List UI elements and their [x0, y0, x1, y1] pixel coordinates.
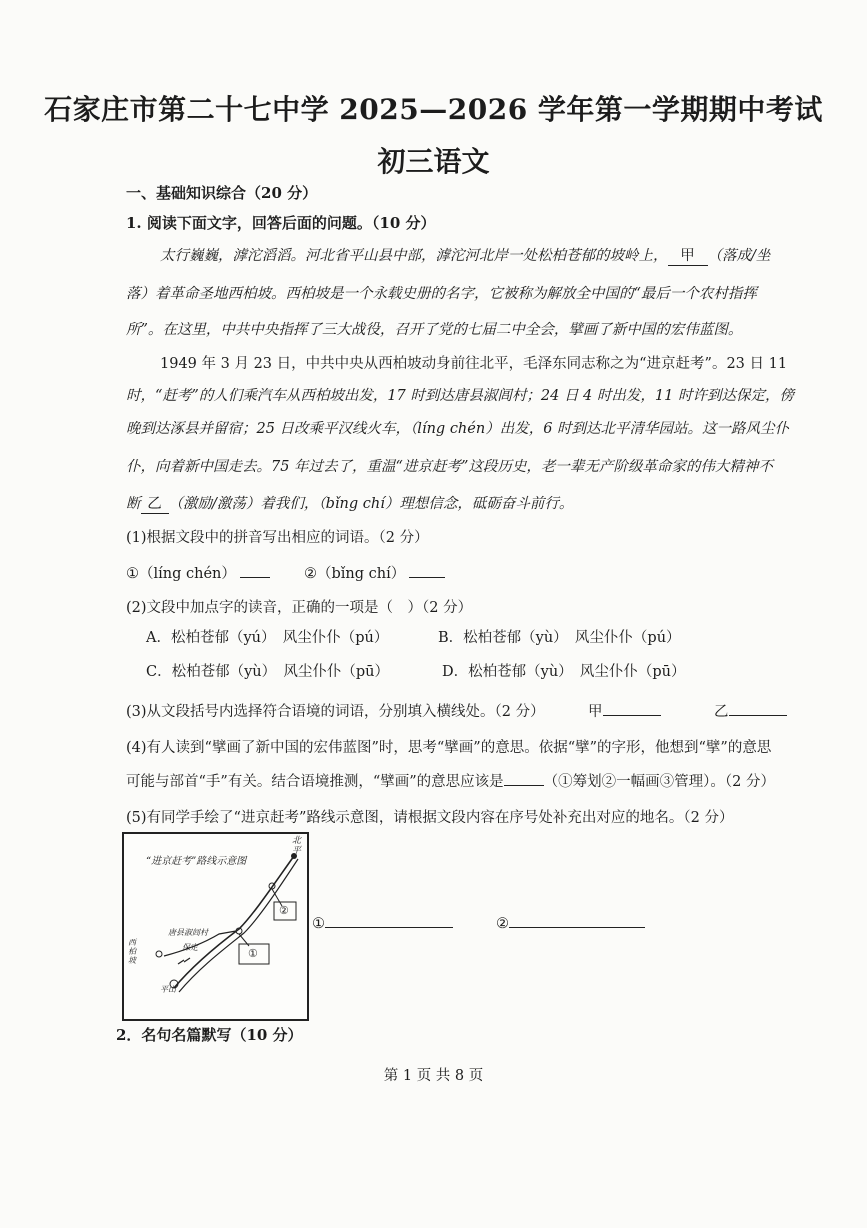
route-line-edge [179, 859, 298, 992]
option-c[interactable]: C．松柏苍郁（yù） 风尘仆仆（pū） [146, 664, 389, 680]
passage-line-4: 1949 年 3 月 23 日，中共中央从西柏坡动身前往北平，毛泽东同志称之为“进京赶考”。23 日 11 [160, 356, 788, 372]
sub-question-4-line-2: 可能与部首“手”有关。结合语境推测，“擘画”的意思应该是 （①筹划②一幅画③管理）。（2 分） [126, 774, 775, 790]
sub-question-3: (3)从文段括号内选择符合语境的词语，分别填入横线处。（2 分） [126, 704, 545, 720]
label-pingshan: 平山 [160, 985, 176, 994]
xibaipo-point [156, 951, 162, 957]
option-a[interactable]: A．松柏苍郁（yú） 风尘仆仆（pú） [146, 630, 389, 646]
map-answer-2: ② [496, 916, 645, 932]
label-beiping: 北平 [292, 836, 302, 856]
sub-question-4-line-1: (4)有人读到“擘画了新中国的宏伟蓝图”时，思考“擘画”的意思。依据“擘”的字形，他想到“擘”的意思 [126, 740, 772, 756]
shuliucun-marks [178, 958, 190, 964]
map-title: “进京赶考”路线示意图 [146, 856, 247, 867]
sub-question-5: (5)有同学手绘了“进京赶考”路线示意图，请根据文段内容在序号处补充出对应的地名。（2 分） [126, 810, 734, 826]
box-1-label: ① [248, 947, 258, 960]
passage-line-6: 晚到达涿县并留宿；25 日改乘平汉线火车，（líng chén）出发，6 时到达北平清华园站。这一路风尘仆 [126, 421, 790, 437]
answer-blank-jia[interactable] [603, 715, 661, 716]
passage-line-3: 所”。在这里，中共中央指挥了三大战役，召开了党的七届二中全会，擘画了新中国的宏伟蓝图。 [126, 322, 743, 338]
label-shuliucun: 唐县淑闾村 [168, 928, 208, 937]
section-1-heading: 一、基础知识综合（20 分） [126, 184, 318, 202]
question-1-heading: 1. 阅读下面文字，回答后面的问题。（10 分） [126, 214, 436, 232]
blank-yi: 乙 [141, 492, 169, 514]
sub-question-2: (2)文段中加点字的读音，正确的一项是（ ）（2 分） [126, 600, 473, 616]
route-line [174, 856, 294, 988]
passage-line-8: 断 乙 （激励/激荡）着我们，（bǐng chí）理想信念，砥砺奋斗前行。 [126, 492, 573, 514]
sub-question-3-jia: 甲 [588, 700, 661, 721]
passage-line-1: 太行巍巍，滹沱滔滔。河北省平山县中部，滹沱河北岸一处松柏苍郁的坡岭上， 甲 （落成/坐 [160, 244, 770, 266]
answer-blank-yi[interactable] [729, 715, 787, 716]
answer-blank-1a[interactable] [240, 577, 270, 578]
map-answer-blank-2[interactable] [509, 927, 645, 928]
route-map [122, 832, 309, 1021]
passage-line-5: 时，“赶考”的人们乘汽车从西柏坡出发，17 时到达唐县淑闾村；24 日 4 时出发，11 时许到达保定，傍 [126, 388, 794, 404]
answer-blank-1b[interactable] [409, 577, 445, 578]
sub-question-1-b: ②（bǐng chí） [304, 562, 445, 583]
sub-question-1: (1)根据文段中的拼音写出相应的词语。（2 分） [126, 530, 429, 546]
sub-question-3-yi: 乙 [714, 700, 787, 721]
blank-jia: 甲 [668, 244, 708, 266]
map-answer-blank-1[interactable] [325, 927, 453, 928]
box-2-label: ② [279, 904, 289, 917]
passage-line-7: 仆，向着新中国走去。75 年过去了，重温“进京赶考”这段历史，老一辈无产阶级革命家的伟大精神不 [126, 459, 773, 475]
label-xibaipo: 西柏坡 [128, 938, 136, 965]
answer-blank-4[interactable] [504, 785, 544, 786]
subject-title: 初三语文 [377, 145, 490, 178]
option-d[interactable]: D．松柏苍郁（yù） 风尘仆仆（pū） [442, 664, 686, 680]
label-baoding: 保定 [182, 943, 198, 952]
page-footer: 第 1 页 共 8 页 [383, 1068, 484, 1084]
section-2-heading: 2．名句名篇默写（10 分） [116, 1026, 303, 1044]
route-map-drawing [124, 834, 307, 1019]
exam-title: 石家庄市第二十七中学 2025—2026 学年第一学期期中考试 [44, 93, 823, 126]
sub-question-1-a: ①（líng chén） [126, 562, 270, 583]
map-answer-1: ① [312, 916, 453, 932]
option-b[interactable]: B．松柏苍郁（yù） 风尘仆仆（pú） [438, 630, 681, 646]
passage-line-2: 落）着革命圣地西柏坡。西柏坡是一个永载史册的名字，它被称为解放全中国的“最后一个农村指挥 [126, 286, 757, 302]
